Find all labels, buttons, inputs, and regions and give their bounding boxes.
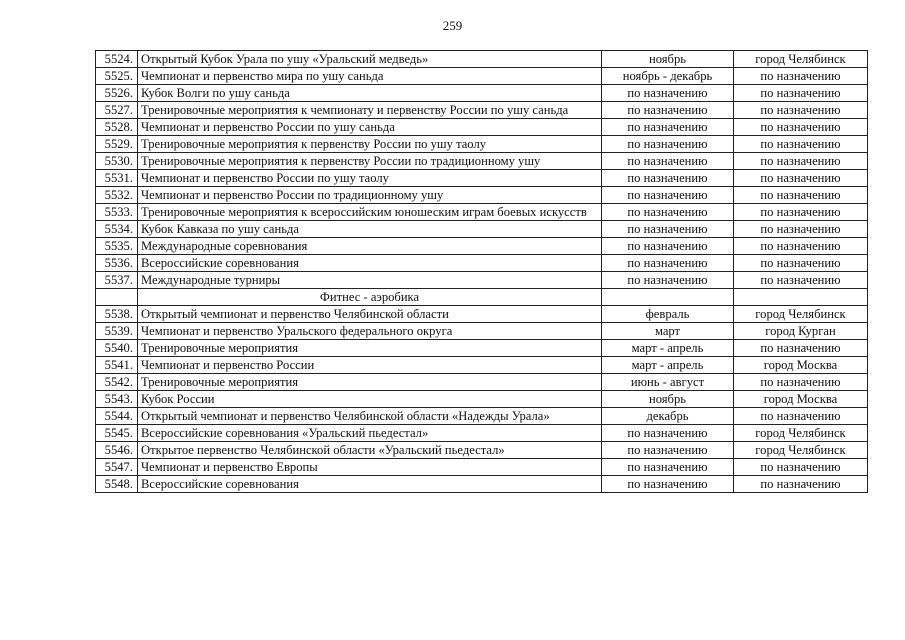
table-row (96, 306, 868, 323)
table-row (96, 85, 868, 102)
section-title: Фитнес - аэробика (138, 289, 602, 306)
event-name: Открытый чемпионат и первенство Челябинской области «Надежды Урала» (138, 408, 602, 425)
row-number: 5534. (96, 221, 138, 238)
event-name: Всероссийские соревнования (138, 476, 602, 493)
event-name: Кубок Волги по ушу саньда (138, 85, 602, 102)
row-number: 5538. (96, 306, 138, 323)
table-row (96, 391, 868, 408)
row-number: 5527. (96, 102, 138, 119)
table-row (96, 442, 868, 459)
event-name: Тренировочные мероприятия к первенству России по традиционному ушу (138, 153, 602, 170)
event-location: по назначению (734, 187, 868, 204)
table-row (96, 374, 868, 391)
row-number: 5536. (96, 255, 138, 272)
event-date: по назначению (602, 153, 734, 170)
event-name: Международные соревнования (138, 238, 602, 255)
event-name: Кубок Кавказа по ушу саньда (138, 221, 602, 238)
table-row (96, 272, 868, 289)
event-date: июнь - август (602, 374, 734, 391)
table-row (96, 153, 868, 170)
event-name: Тренировочные мероприятия к чемпионату и первенству России по ушу саньда (138, 102, 602, 119)
table-row (96, 187, 868, 204)
table-row (96, 459, 868, 476)
event-date: март - апрель (602, 340, 734, 357)
event-location: город Челябинск (734, 442, 868, 459)
row-number: 5539. (96, 323, 138, 340)
event-location: по назначению (734, 136, 868, 153)
event-location: по назначению (734, 119, 868, 136)
event-name: Международные турниры (138, 272, 602, 289)
event-name: Всероссийские соревнования (138, 255, 602, 272)
table-row (96, 204, 868, 221)
event-location: по назначению (734, 340, 868, 357)
section-row (96, 289, 868, 306)
event-name: Чемпионат и первенство Европы (138, 459, 602, 476)
event-name: Всероссийские соревнования «Уральский пьедестал» (138, 425, 602, 442)
event-date: март (602, 323, 734, 340)
events-table-body-wushu (96, 51, 868, 289)
event-name: Тренировочные мероприятия (138, 374, 602, 391)
row-number: 5542. (96, 374, 138, 391)
event-date: по назначению (602, 170, 734, 187)
row-number: 5526. (96, 85, 138, 102)
event-name: Открытый чемпионат и первенство Челябинской области (138, 306, 602, 323)
table-row (96, 221, 868, 238)
table-row (96, 102, 868, 119)
event-name: Открытое первенство Челябинской области «Уральский пьедестал» (138, 442, 602, 459)
event-location: город Челябинск (734, 51, 868, 68)
row-number: 5533. (96, 204, 138, 221)
event-location: город Москва (734, 357, 868, 374)
event-location: по назначению (734, 408, 868, 425)
event-date: март - апрель (602, 357, 734, 374)
event-date: февраль (602, 306, 734, 323)
table-row (96, 119, 868, 136)
event-location: город Челябинск (734, 425, 868, 442)
row-number: 5529. (96, 136, 138, 153)
event-name: Чемпионат и первенство Уральского федерального округа (138, 323, 602, 340)
event-location: по назначению (734, 255, 868, 272)
row-number: 5546. (96, 442, 138, 459)
event-date: по назначению (602, 119, 734, 136)
event-date: по назначению (602, 102, 734, 119)
event-name: Тренировочные мероприятия (138, 340, 602, 357)
event-location: по назначению (734, 153, 868, 170)
row-number: 5528. (96, 119, 138, 136)
event-date: по назначению (602, 459, 734, 476)
event-date: по назначению (602, 255, 734, 272)
event-name: Кубок России (138, 391, 602, 408)
event-date: ноябрь - декабрь (602, 68, 734, 85)
row-number: 5540. (96, 340, 138, 357)
event-date: по назначению (602, 476, 734, 493)
event-date: по назначению (602, 136, 734, 153)
event-location: город Челябинск (734, 306, 868, 323)
row-number: 5548. (96, 476, 138, 493)
table-row (96, 238, 868, 255)
table-row (96, 476, 868, 493)
table-row (96, 255, 868, 272)
event-date: по назначению (602, 85, 734, 102)
event-location: по назначению (734, 102, 868, 119)
table-row (96, 323, 868, 340)
event-name: Чемпионат и первенство России (138, 357, 602, 374)
event-location: город Курган (734, 323, 868, 340)
event-name: Чемпионат и первенство мира по ушу саньда (138, 68, 602, 85)
event-date: декабрь (602, 408, 734, 425)
table-row (96, 408, 868, 425)
row-number: 5530. (96, 153, 138, 170)
row-number: 5543. (96, 391, 138, 408)
table-row (96, 357, 868, 374)
row-number: 5547. (96, 459, 138, 476)
event-name: Открытый Кубок Урала по ушу «Уральский медведь» (138, 51, 602, 68)
page-number: 259 (442, 18, 463, 33)
event-date: по назначению (602, 187, 734, 204)
event-name: Тренировочные мероприятия к всероссийским юношеским играм боевых искусств (138, 204, 602, 221)
event-location: по назначению (734, 459, 868, 476)
event-location: по назначению (734, 68, 868, 85)
row-number: 5537. (96, 272, 138, 289)
row-number: 5544. (96, 408, 138, 425)
event-date: по назначению (602, 272, 734, 289)
row-number: 5525. (96, 68, 138, 85)
event-location: по назначению (734, 238, 868, 255)
event-location: по назначению (734, 374, 868, 391)
event-name: Чемпионат и первенство России по ушу саньда (138, 119, 602, 136)
event-date: по назначению (602, 221, 734, 238)
event-location: город Москва (734, 391, 868, 408)
table-row (96, 425, 868, 442)
table-row (96, 51, 868, 68)
event-date: ноябрь (602, 391, 734, 408)
row-number: 5535. (96, 238, 138, 255)
section-row-group (96, 289, 868, 306)
table-row (96, 170, 868, 187)
event-location: по назначению (734, 221, 868, 238)
row-number: 5545. (96, 425, 138, 442)
table-row (96, 340, 868, 357)
event-date: по назначению (602, 442, 734, 459)
event-location: по назначению (734, 272, 868, 289)
table-row (96, 68, 868, 85)
event-date: по назначению (602, 425, 734, 442)
events-table-body-fitness (96, 306, 868, 493)
event-location: по назначению (734, 85, 868, 102)
events-table (95, 50, 868, 493)
event-location: по назначению (734, 170, 868, 187)
row-number: 5532. (96, 187, 138, 204)
event-date: ноябрь (602, 51, 734, 68)
event-location: по назначению (734, 204, 868, 221)
row-number: 5531. (96, 170, 138, 187)
event-date: по назначению (602, 238, 734, 255)
event-date: по назначению (602, 204, 734, 221)
event-location: по назначению (734, 476, 868, 493)
event-name: Чемпионат и первенство России по ушу таолу (138, 170, 602, 187)
table-row (96, 136, 868, 153)
row-number: 5524. (96, 51, 138, 68)
event-name: Тренировочные мероприятия к первенству России по ушу таолу (138, 136, 602, 153)
event-name: Чемпионат и первенство России по традиционному ушу (138, 187, 602, 204)
row-number: 5541. (96, 357, 138, 374)
